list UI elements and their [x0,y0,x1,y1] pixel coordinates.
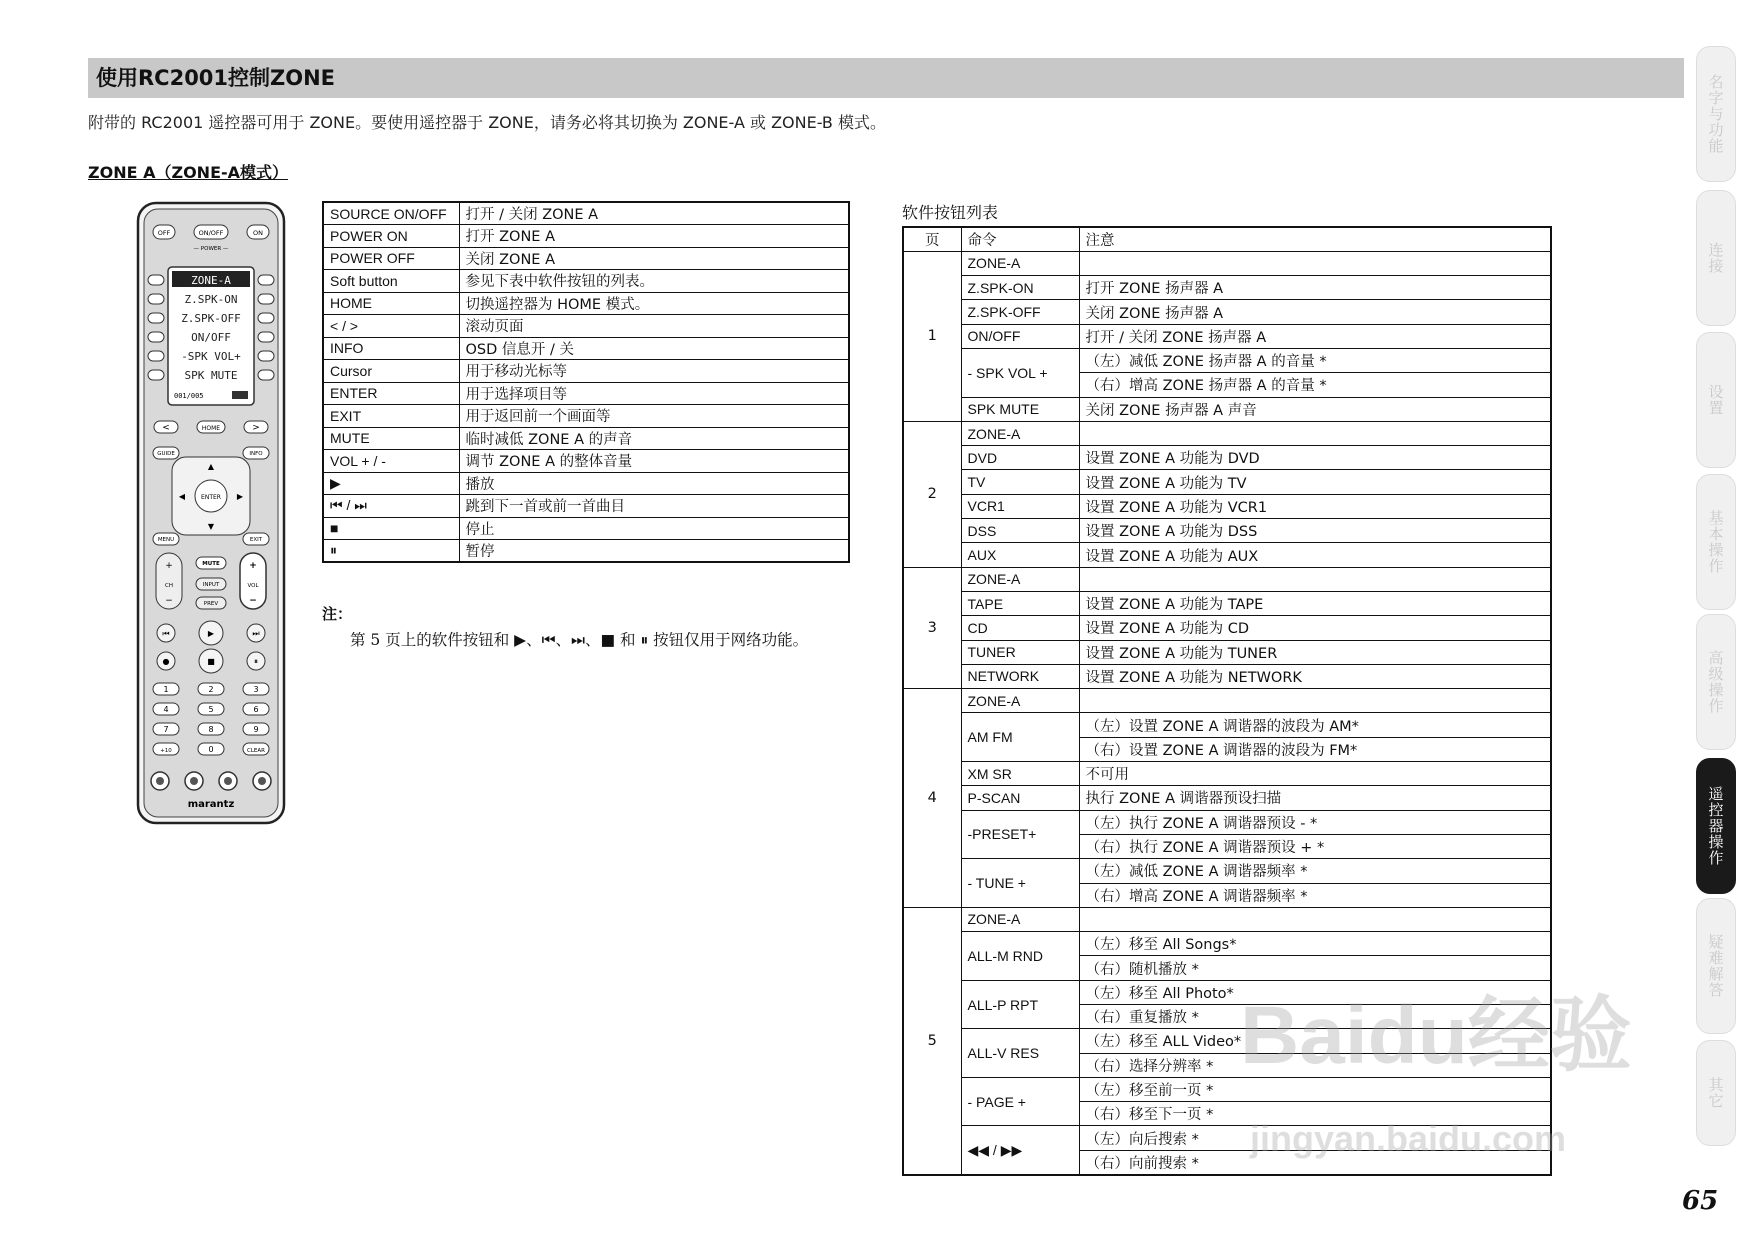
button-function-cell: 打开 / 关闭 ZONE A [459,202,849,225]
note-cell: （右）移至下一页 * [1079,1102,1551,1126]
note-cell: （右）设置 ZONE A 调谐器的波段为 FM* [1079,737,1551,761]
note-cell: 打开 ZONE 扬声器 A [1079,276,1551,300]
soft-table-row [903,664,1551,688]
transport-key-label: ▶ [207,629,215,638]
button-name-cell: ENTER [323,382,459,405]
command-cell: AM FM [961,713,1079,762]
soft-table-row [903,300,1551,324]
soft-table-header-cell: 命令 [961,227,1079,251]
command-cell: ALL-V RES [961,1029,1079,1078]
button-function-cell: 关闭 ZONE A [459,247,849,270]
transport-key-label: ⏭ [252,629,260,638]
button-name-cell: < / > [323,315,459,338]
note-cell: 设置 ZONE A 功能为 DSS [1079,519,1551,543]
keypad-key-label: +10 [160,748,172,754]
button-function-cell: 用于返回前一个画面等 [459,405,849,428]
button-table-row [323,495,849,518]
button-name-cell: MUTE [323,427,459,450]
command-cell: ZONE-A [961,251,1079,275]
soft-table-row [903,397,1551,421]
note-cell: （右）增高 ZONE 扬声器 A 的音量 * [1079,373,1551,397]
command-cell: SPK MUTE [961,397,1079,421]
watermark-url: jingyan.baidu.com [1250,1118,1567,1159]
soft-key-left [148,351,164,361]
button-name-cell: EXIT [323,405,459,428]
button-table-row [323,540,849,563]
keypad-key-label: 3 [253,685,259,694]
soft-key-right [258,294,274,304]
note-cell: 设置 ZONE A 功能为 VCR1 [1079,494,1551,518]
button-table-row [323,405,849,428]
button-function-cell: 滚动页面 [459,315,849,338]
keypad-key-label: 2 [208,685,214,694]
button-function-cell: 播放 [459,472,849,495]
button-function-cell: 用于移动光标等 [459,360,849,383]
note-cell: （右）重复播放 * [1079,1005,1551,1029]
soft-table-row [903,276,1551,300]
soft-table-row [903,689,1551,713]
button-name-cell: ■ [323,517,459,540]
soft-table-row [903,762,1551,786]
side-tab-label: 设置 [1706,384,1725,416]
side-tab[interactable] [1696,474,1736,610]
side-tab[interactable] [1696,758,1736,894]
svg-text:▲: ▲ [207,462,215,471]
page-number-cell: 3 [903,567,961,688]
battery-icon [232,391,248,399]
note-cell: 执行 ZONE A 调谐器预设扫描 [1079,786,1551,810]
nav-key-label: < [162,423,170,433]
lcd-line: SPK MUTE [184,369,238,382]
button-function-cell: 打开 ZONE A [459,225,849,248]
side-key-label: INFO [249,451,263,457]
note-cell: 设置 ZONE A 功能为 DVD [1079,446,1551,470]
soft-key-right [258,313,274,323]
soft-table-row [903,810,1551,834]
button-name-cell: POWER OFF [323,247,459,270]
note-cell [1079,689,1551,713]
soft-table-row [903,713,1551,737]
svg-text:+: + [165,561,173,571]
soft-key-left [148,332,164,342]
soft-table-row [903,591,1551,615]
command-cell: -PRESET+ [961,810,1079,859]
button-table-row [323,270,849,293]
note-cell: 设置 ZONE A 功能为 TAPE [1079,591,1551,615]
note-cell: （右）执行 ZONE A 调谐器预设 + * [1079,834,1551,858]
transport-key-label: ■ [207,657,215,666]
command-cell: - SPK VOL + [961,348,1079,397]
note-cell: （右）向前搜索 * [1079,1150,1551,1174]
soft-table-row [903,251,1551,275]
soft-key-left [148,275,164,285]
soft-table-header-row [903,227,1551,251]
command-cell: CD [961,616,1079,640]
soft-key-left [148,370,164,380]
command-cell: Z.SPK-ON [961,276,1079,300]
soft-key-right [258,370,274,380]
note-label: 注： [322,605,353,623]
page-title-bar [88,58,1684,98]
button-name-cell: HOME [323,292,459,315]
button-table-row [323,517,849,540]
svg-text:+: + [249,561,257,571]
command-cell: VCR1 [961,494,1079,518]
transport-key-label: ⏸ [254,657,258,666]
lcd-line: ZONE-A [191,274,231,287]
side-tab[interactable] [1696,614,1736,750]
note-cell: 设置 ZONE A 功能为 TUNER [1079,640,1551,664]
button-table-row [323,315,849,338]
soft-table-header-cell: 页 [903,227,961,251]
section-title: ZONE A（ZONE-A模式） [88,163,289,182]
command-cell: ZONE-A [961,421,1079,445]
remote-control-illustration [136,201,286,825]
side-tab[interactable] [1696,46,1736,182]
note-cell: （左）移至前一页 * [1079,1077,1551,1101]
keypad-key-label: 8 [208,725,214,734]
power-key-label: ON/OFF [198,229,224,237]
intro-text: 附带的 RC2001 遥控器可用于 ZONE。要使用遥控器于 ZONE，请务必将其切换为 ZONE-A 或 ZONE-B 模式。 [88,113,886,132]
side-key-label: MENU [157,537,175,543]
button-table-row [323,360,849,383]
soft-table-row [903,616,1551,640]
soft-button-table-caption: 软件按钮列表 [902,203,999,222]
power-key-label: ON [253,229,263,237]
soft-table-row [903,567,1551,591]
mid-key-label: INPUT [202,582,220,588]
note-cell: 关闭 ZONE 扬声器 A 声音 [1079,397,1551,421]
button-name-cell: POWER ON [323,225,459,248]
note-cell: （左）移至 ALL Video* [1079,1029,1551,1053]
button-function-cell: OSD 信息开 / 关 [459,337,849,360]
note-cell: （左）设置 ZONE A 调谐器的波段为 AM* [1079,713,1551,737]
command-cell: DSS [961,519,1079,543]
note-text: 第 5 页上的软件按钮和 ▶、⏮、⏭、■ 和 ⏸ 按钮仅用于网络功能。 [350,631,809,649]
command-cell: ◀◀ / ▶▶ [961,1126,1079,1175]
note-cell: （左）移至 All Songs* [1079,932,1551,956]
side-tab[interactable] [1696,1040,1736,1146]
page-title: 使用RC2001控制ZONE [96,66,336,90]
power-group-label: — POWER — [193,246,229,252]
svg-text:−: − [249,596,257,606]
note-cell: （左）减低 ZONE 扬声器 A 的音量 * [1079,348,1551,372]
soft-table-row [903,470,1551,494]
command-cell: NETWORK [961,664,1079,688]
button-function-cell: 临时减低 ZONE A 的声音 [459,427,849,450]
button-name-cell: VOL + / - [323,450,459,473]
nav-key-label: HOME [201,425,221,432]
note-cell: 设置 ZONE A 功能为 TV [1079,470,1551,494]
soft-table-row [903,932,1551,956]
button-table-row [323,292,849,315]
keypad-key-label: 1 [163,685,169,694]
button-name-cell: ▶ [323,472,459,495]
soft-key-left [148,313,164,323]
svg-text:marantz: marantz [187,799,235,810]
command-cell: - PAGE + [961,1077,1079,1126]
svg-text:▶: ▶ [236,492,244,501]
keypad-key-label: 6 [253,705,259,714]
soft-table-row [903,324,1551,348]
soft-table-row [903,786,1551,810]
note-cell [1079,907,1551,931]
ch-label: CH [165,583,173,589]
command-cell: TUNER [961,640,1079,664]
note-cell: 关闭 ZONE 扬声器 A [1079,300,1551,324]
button-table-row [323,247,849,270]
button-table-row [323,427,849,450]
button-table-row [323,472,849,495]
soft-table-row [903,859,1551,883]
svg-text:−: − [165,596,173,606]
soft-table-row [903,543,1551,567]
button-table-row [323,450,849,473]
svg-text:◀: ◀ [178,492,186,501]
note-cell: 设置 ZONE A 功能为 CD [1079,616,1551,640]
side-tab-label: 遥控器操作 [1706,786,1725,866]
side-key-label: GUIDE [157,451,175,457]
transport-key-label: ⏮ [162,629,170,638]
command-cell: Z.SPK-OFF [961,300,1079,324]
macro-key-dot [190,777,198,785]
button-table-row [323,225,849,248]
button-table-row [323,337,849,360]
note-cell [1079,567,1551,591]
lcd-line: ON/OFF [191,331,231,344]
note-cell: 不可用 [1079,762,1551,786]
button-function-table [322,201,850,563]
mid-key-label: MUTE [202,561,220,567]
soft-table-row [903,446,1551,470]
page-number: 65 [1682,1186,1719,1216]
soft-key-left [148,294,164,304]
keypad-key-label: CLEAR [247,748,265,754]
button-name-cell: ⏮ / ⏭ [323,495,459,518]
side-tab-label: 高级操作 [1706,650,1725,714]
soft-table-header-cell: 注意 [1079,227,1551,251]
side-key-label: EXIT [249,537,263,543]
button-function-cell: 停止 [459,517,849,540]
side-tab-label: 基本操作 [1706,510,1725,574]
command-cell: - TUNE + [961,859,1079,908]
button-function-cell: 暂停 [459,540,849,563]
button-name-cell: INFO [323,337,459,360]
button-name-cell: Soft button [323,270,459,293]
button-function-cell: 调节 ZONE A 的整体音量 [459,450,849,473]
lcd-line: Z.SPK-ON [184,293,238,306]
button-name-cell: SOURCE ON/OFF [323,202,459,225]
side-tab-label: 连接 [1706,242,1725,274]
button-name-cell: Cursor [323,360,459,383]
button-table-row [323,202,849,225]
side-tab[interactable] [1696,898,1736,1034]
page-number-cell: 5 [903,907,961,1174]
soft-table-row [903,519,1551,543]
note-cell [1079,421,1551,445]
soft-key-right [258,351,274,361]
command-cell: P-SCAN [961,786,1079,810]
keypad-key-label: 7 [163,725,169,734]
soft-table-row [903,348,1551,372]
keypad-key-label: 9 [253,725,259,734]
button-function-cell: 参见下表中软件按钮的列表。 [459,270,849,293]
note-cell: （左）减低 ZONE A 调谐器频率 * [1079,859,1551,883]
command-cell: XM SR [961,762,1079,786]
macro-key-dot [224,777,232,785]
note-cell: （左）执行 ZONE A 调谐器预设 - * [1079,810,1551,834]
note-cell: （左）移至 All Photo* [1079,980,1551,1004]
note-cell: （右）选择分辨率 * [1079,1053,1551,1077]
lcd-status: 001/005 [174,392,204,400]
command-cell: TAPE [961,591,1079,615]
macro-key-dot [156,777,164,785]
side-tab-label: 疑难解答 [1706,934,1725,998]
soft-table-row [903,421,1551,445]
note-cell [1079,251,1551,275]
soft-table-row [903,494,1551,518]
keypad-key-label: 5 [208,705,214,714]
command-cell: DVD [961,446,1079,470]
nav-key-label: > [252,423,260,433]
soft-key-right [258,275,274,285]
svg-text:ENTER: ENTER [201,494,221,501]
side-tab-label: 其它 [1706,1077,1725,1109]
page-number-cell: 2 [903,421,961,567]
side-tab[interactable] [1696,190,1736,326]
note-cell: 设置 ZONE A 功能为 AUX [1079,543,1551,567]
side-tab[interactable] [1696,332,1736,468]
power-key-label: OFF [157,229,171,237]
page-number-cell: 1 [903,251,961,421]
keypad-key-label: 0 [208,745,214,754]
command-cell: AUX [961,543,1079,567]
note-cell: （左）向后搜索 * [1079,1126,1551,1150]
command-cell: ALL-M RND [961,932,1079,981]
mid-key-label: PREV [203,601,219,607]
button-function-cell: 跳到下一首或前一首曲目 [459,495,849,518]
command-cell: ZONE-A [961,907,1079,931]
note-cell: （右）增高 ZONE A 调谐器频率 * [1079,883,1551,907]
button-name-cell: ⏸ [323,540,459,563]
command-cell: ALL-P RPT [961,980,1079,1029]
command-cell: ON/OFF [961,324,1079,348]
page-number-cell: 4 [903,689,961,908]
button-table-row [323,382,849,405]
note-cell: （右）随机播放 * [1079,956,1551,980]
command-cell: TV [961,470,1079,494]
keypad-key-label: 4 [163,705,169,714]
command-cell: ZONE-A [961,689,1079,713]
lcd-line: -SPK VOL+ [181,350,241,363]
lcd-line: Z.SPK-OFF [181,312,241,325]
side-tab-label: 名字与功能 [1706,74,1725,154]
soft-key-right [258,332,274,342]
note-cell: 设置 ZONE A 功能为 NETWORK [1079,664,1551,688]
soft-table-row [903,640,1551,664]
button-function-cell: 切换遥控器为 HOME 模式。 [459,292,849,315]
macro-key-dot [258,777,266,785]
vol-label: VOL [247,583,259,589]
command-cell: ZONE-A [961,567,1079,591]
transport-key-label: ● [162,657,170,666]
button-function-cell: 用于选择项目等 [459,382,849,405]
soft-table-row [903,907,1551,931]
note-cell: 打开 / 关闭 ZONE 扬声器 A [1079,324,1551,348]
watermark-logo: Baidu经验 [1240,990,1632,1081]
svg-text:▼: ▼ [207,522,215,531]
